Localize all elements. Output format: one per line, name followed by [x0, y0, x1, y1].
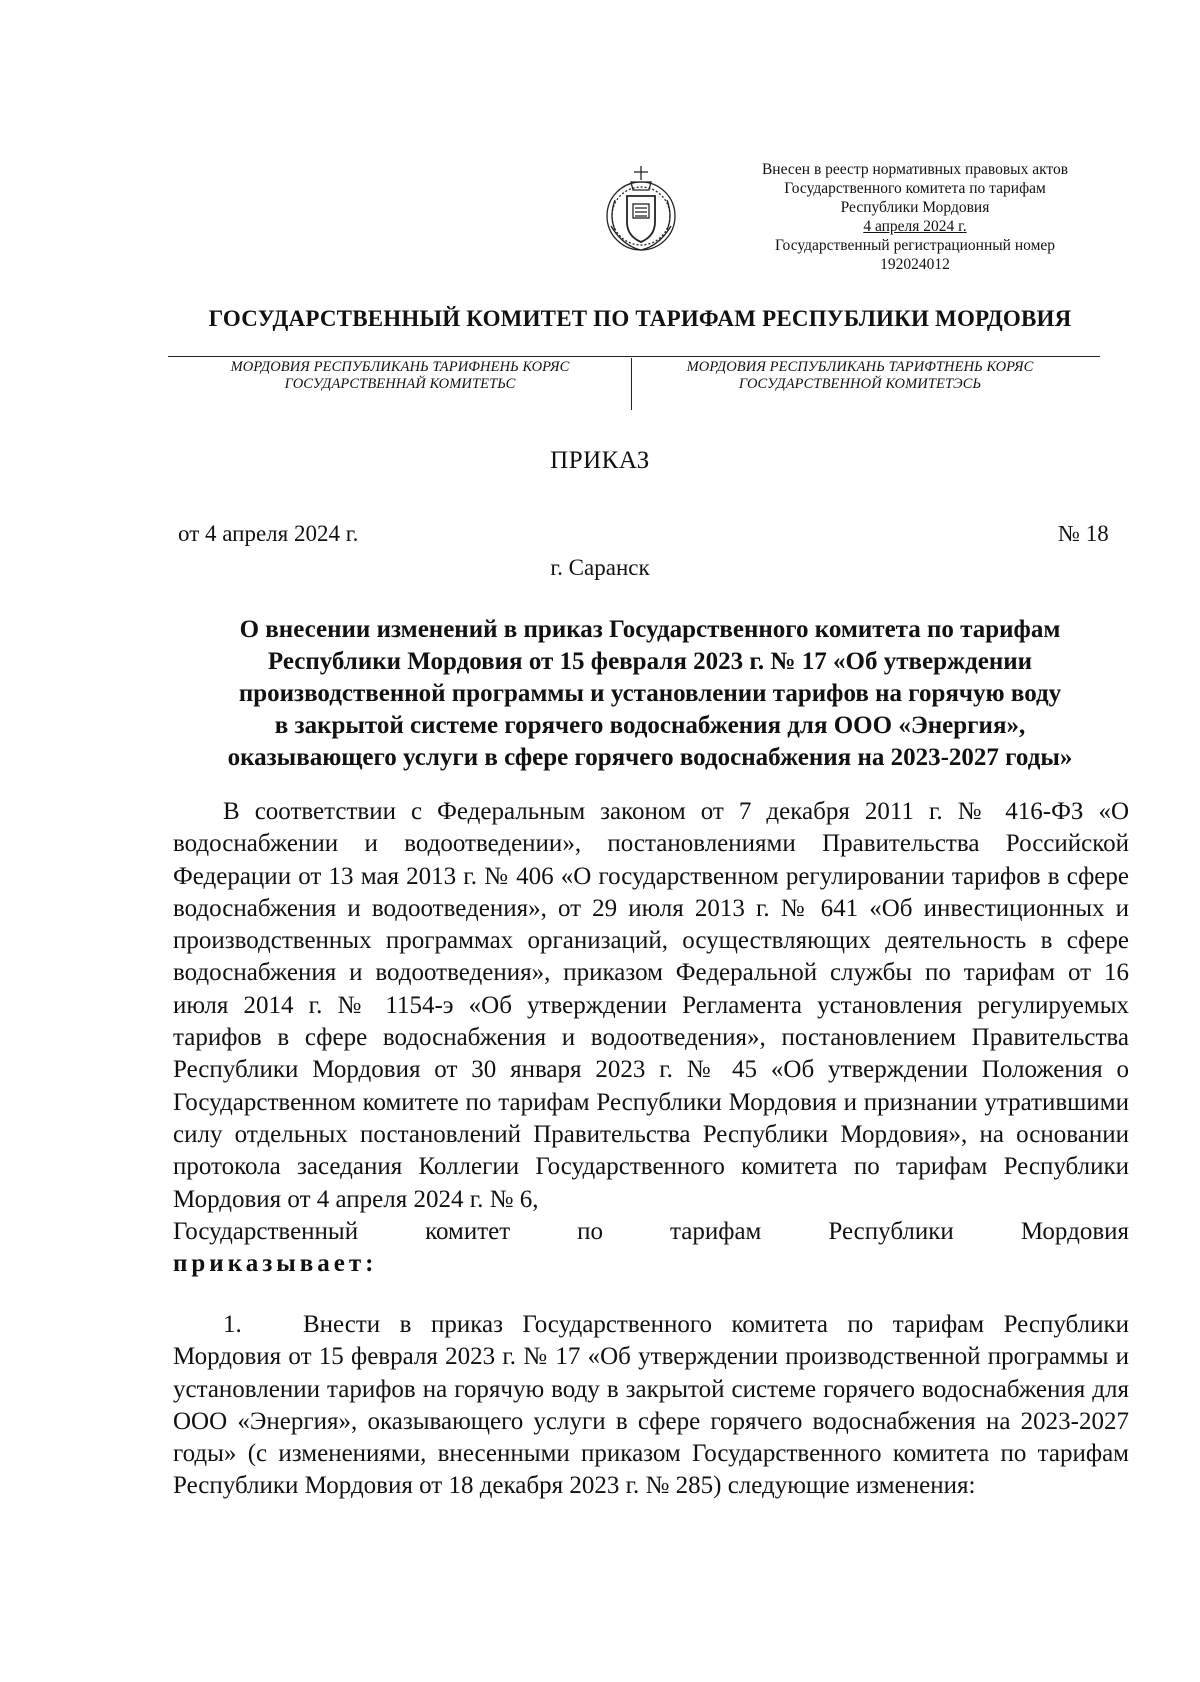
registry-number: 192024012: [880, 256, 950, 273]
subject-line: оказывающего услуги в сфере горячего водоснабжения на 2023-2027 годы»: [227, 744, 1073, 771]
registry-stamp: [735, 160, 1095, 274]
registry-line: Государственный регистрационный номер: [774, 237, 1056, 254]
subject-line: Республики Мордовия от 15 февраля 2023 г. № 17 «Об утверждении: [267, 648, 1033, 675]
document-title: ПРИКАЗ: [550, 447, 650, 474]
registry-line: Внесен в реестр нормативных правовых актов: [761, 161, 1069, 178]
order-date: от 4 апреля 2024 г.: [178, 521, 359, 546]
subject-line: О внесении изменений в приказ Государственного комитета по тарифам: [239, 616, 1061, 643]
committee-name-moksha-line: ГОСУДАРСТВЕННАЙ КОМИТЕТЬС: [284, 376, 516, 392]
committee-name-erzya: [640, 359, 1080, 393]
committee-name: ГОСУДАРСТВЕННЫЙ КОМИТЕТ ПО ТАРИФАМ РЕСПУБЛИКИ МОРДОВИЯ: [208, 306, 1072, 331]
header-divider: [168, 356, 1100, 357]
registry-line: Республики Мордовия: [840, 199, 990, 216]
registry-line: Государственного комитета по тарифам: [784, 180, 1046, 197]
preamble-text: В соответствии с Федеральным законом от 7 декабря 2011 г. № 416-ФЗ «О водоснабжении и водоотведении», постановлениями Правительства Российской Федерации от 13 мая 2013 г. № 406 «О государственном регулировании тарифов в сфере водоснабжения и водоотведения», от 29 июля 2013 г. № 641 «Об инвестиционных и производственных программах организаций, осуществляющих деятельность в сфере водоснабжения и водоотведения», приказом Федеральной службы по тарифам от 16 июля 2014 г. № 1154-э «Об утверждении Регламента установления регулируемых тарифов в сфере водоснабжения и водоотведения», постановлением Правительства Республики Мордовия от 30 января 2023 г. № 45 «Об утверждении Положения о Государственном комитете по тарифам Республики Мордовия и признании утратившими силу отдельных постановлений Правительства Республики Мордовия», на основании протокола заседания Коллегии Государственного комитета по тарифам Республики Мордовия от 4 апреля 2024 г. № 6,: [173, 798, 1129, 1213]
decree-word: приказывает:: [173, 1250, 378, 1278]
order-city: г. Саранск: [550, 555, 650, 580]
subject-line: в закрытой системе горячего водоснабжения для ООО «Энергия»,: [274, 712, 1026, 739]
order-number: № 18: [1058, 521, 1109, 546]
committee-name-erzya-line: МОРДОВИЯ РЕСПУБЛИКАНЬ ТАРИФТНЕНЬ КОРЯС: [686, 359, 1034, 375]
preamble-tail: Государственный комитет по тарифам Республики Мордовия: [173, 1217, 1129, 1245]
item-text: Внести в приказ Государственного комитета по тарифам Республики Мордовия от 15 февраля 2023 г. № 17 «Об утверждении производственной программы и установлении тарифов на горячую воду в закрытой системе горячего водоснабжения для ООО «Энергия», оказывающего услуги в сфере горячего водоснабжения на 2023-2027 годы» (с изменениями, внесенными приказом Государственного комитета по тарифам Республики Мордовия от 18 декабря 2023 г. № 285) следующие изменения:: [173, 1311, 1129, 1500]
preamble-paragraph: [173, 796, 1129, 1280]
header-column-divider: [631, 358, 632, 410]
subject-line: производственной программы и установлении тарифов на горячую воду: [238, 680, 1062, 707]
order-item-1: [173, 1309, 1129, 1503]
committee-name-moksha-line: МОРДОВИЯ РЕСПУБЛИКАНЬ ТАРИФНЕНЬ КОРЯС: [230, 359, 570, 375]
committee-name-moksha: [180, 359, 620, 393]
order-subject: [178, 614, 1122, 774]
coat-of-arms-emblem: [601, 160, 681, 258]
item-number: 1.: [223, 1311, 242, 1338]
committee-name-erzya-line: ГОСУДАРСТВЕННОЙ КОМИТЕТЭСЬ: [738, 376, 982, 392]
registry-date: 4 апреля 2024 г.: [863, 218, 967, 235]
